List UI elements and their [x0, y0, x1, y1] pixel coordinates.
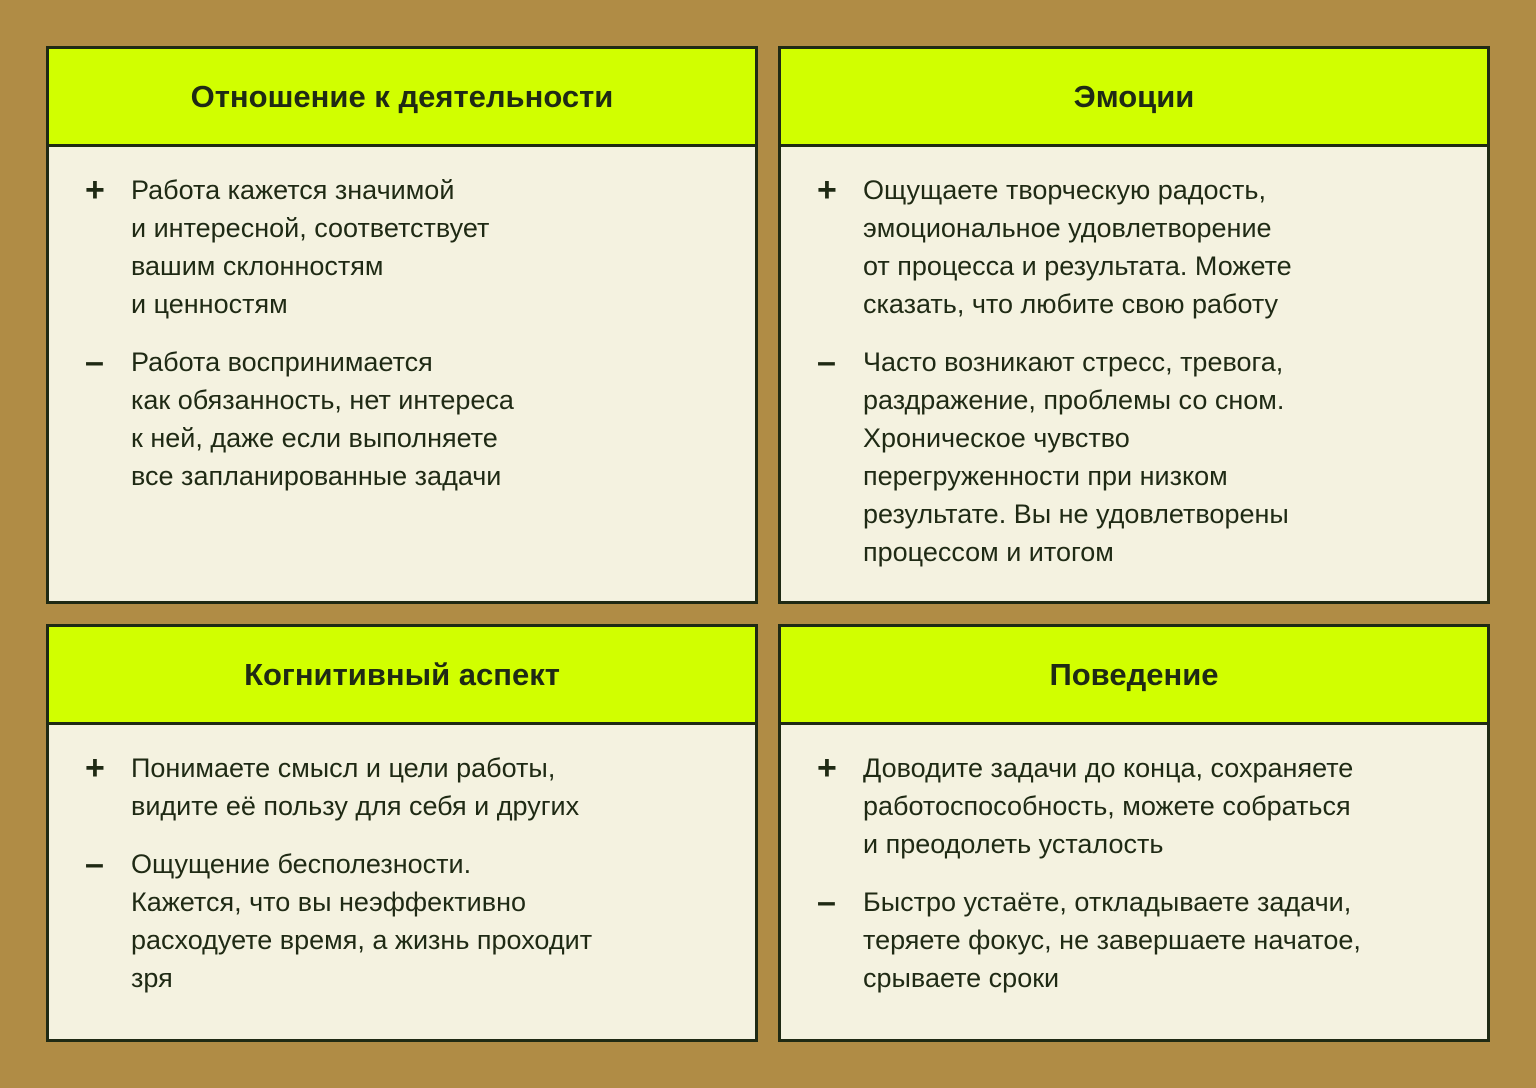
card-attitude-to-activity [46, 46, 758, 604]
plus-icon: + [85, 171, 105, 209]
minus-text: Часто возникают стресс, тревога, раздражение, проблемы со сном. Хроническое чувство перегруженности при низком результате. Вы не удовлетворены процессом и итогом [863, 347, 1289, 567]
card-emotions [778, 46, 1490, 604]
minus-icon: – [817, 343, 836, 381]
minus-text: Работа воспринимается как обязанность, нет интереса к ней, даже если выполняете все запланированные задачи [131, 347, 514, 491]
card-title: Когнитивный аспект [49, 627, 755, 725]
card-behavior [778, 624, 1490, 1042]
card-body [781, 725, 1487, 997]
card-body [49, 147, 755, 495]
plus-item [817, 171, 1451, 323]
minus-text: Быстро устаёте, откладываете задачи, теряете фокус, не завершаете начатое, срываете сроки [863, 887, 1361, 993]
minus-icon: – [817, 883, 836, 921]
plus-item [85, 171, 719, 323]
card-title: Эмоции [781, 49, 1487, 147]
minus-item [817, 883, 1451, 997]
minus-text: Ощущение бесполезности. Кажется, что вы неэффективно расходуете время, а жизнь проходит зря [131, 849, 593, 993]
plus-item [817, 749, 1451, 863]
plus-text: Доводите задачи до конца, сохраняете работоспособность, можете собраться и преодолеть усталость [863, 753, 1354, 859]
card-body [781, 147, 1487, 571]
plus-icon: + [817, 171, 837, 209]
plus-item [85, 749, 719, 825]
plus-text: Работа кажется значимой и интересной, соответствует вашим склонностям и ценностям [131, 175, 490, 319]
card-title: Поведение [781, 627, 1487, 725]
plus-text: Ощущаете творческую радость, эмоциональное удовлетворение от процесса и результата. Можете сказать, что любите свою работу [863, 175, 1292, 319]
card-cognitive-aspect [46, 624, 758, 1042]
card-body [49, 725, 755, 997]
plus-icon: + [85, 749, 105, 787]
minus-item [85, 845, 719, 997]
plus-icon: + [817, 749, 837, 787]
minus-item [817, 343, 1451, 571]
minus-icon: – [85, 343, 104, 381]
minus-icon: – [85, 845, 104, 883]
minus-item [85, 343, 719, 495]
plus-text: Понимаете смысл и цели работы, видите её пользу для себя и других [131, 753, 580, 821]
card-title: Отношение к деятельности [49, 49, 755, 147]
